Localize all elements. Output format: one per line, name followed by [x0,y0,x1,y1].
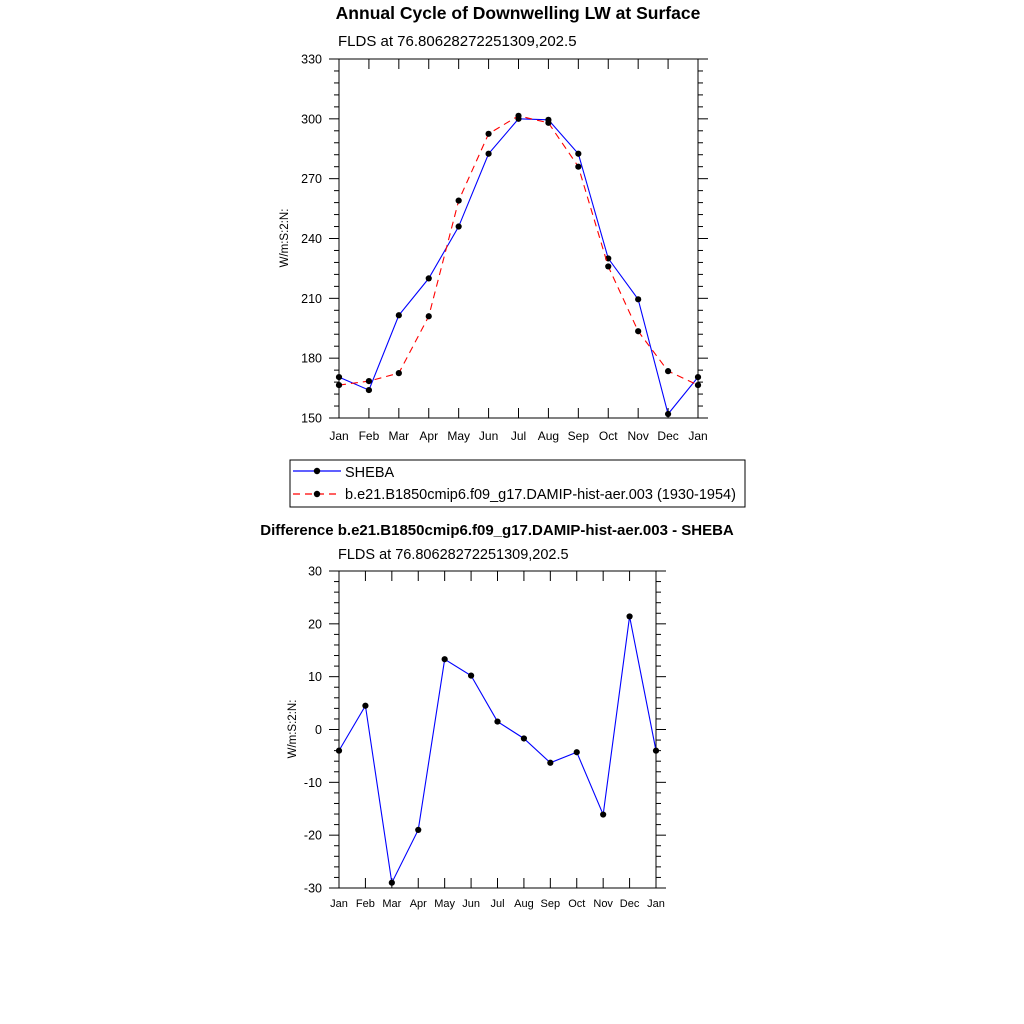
data-point [415,827,421,833]
x-tick-label: Jan [330,898,348,910]
legend-marker-sheba [314,468,320,474]
chart-subtitle: FLDS at 76.80628272251309,202.5 [338,547,569,563]
data-point [336,374,342,380]
x-tick-label: Apr [409,898,427,910]
difference-chart [287,547,666,910]
x-tick-label: Dec [657,429,679,443]
series-line-1 [339,116,698,385]
data-point [426,275,432,281]
data-point [600,811,606,817]
x-tick-label: Feb [358,429,380,443]
data-point [695,382,701,388]
axis-ticks [304,565,666,911]
difference-title: Difference b.e21.B1850cmip6.f09_g17.DAMIP-hist-aer.003 - SHEBA [260,522,734,539]
data-point [545,120,551,126]
x-tick-label: Dec [619,898,640,910]
x-tick-label: Oct [568,898,586,910]
data-point [366,387,372,393]
data-point [575,151,581,157]
x-tick-label: Sep [540,898,561,910]
data-point [366,378,372,384]
y-axis-label: W/m:S:2:N: [287,699,299,759]
data-point [515,113,521,119]
data-point [665,368,671,374]
data-point [442,656,448,662]
x-tick-label: Feb [355,898,375,910]
plot-frame [339,571,656,888]
data-point [362,703,368,709]
data-point [396,312,402,318]
data-point [494,718,500,724]
y-tick-label: -20 [303,828,322,843]
y-axis-label: W/m:S:2:N: [279,208,291,268]
data-point [389,880,395,886]
x-tick-label: Aug [514,898,534,910]
data-point [426,313,432,319]
x-tick-label: Sep [567,429,590,443]
data-point [695,374,701,380]
x-tick-label: Aug [537,429,560,443]
data-point [396,370,402,376]
chart-subtitle: FLDS at 76.80628272251309,202.5 [338,33,577,50]
y-tick-label: 300 [301,112,322,127]
x-tick-label: May [447,429,471,443]
y-tick-label: 180 [301,351,322,366]
x-tick-label: Jun [462,898,480,910]
y-tick-label: 10 [308,670,322,685]
x-tick-label: Jun [478,429,499,443]
data-point [468,673,474,679]
x-tick-label: Jan [688,429,708,443]
y-tick-label: 150 [301,411,322,426]
x-tick-label: Jan [647,898,665,910]
data-point [635,328,641,334]
data-point [653,748,659,754]
legend-label-model: b.e21.B1850cmip6.f09_g17.DAMIP-hist-aer.003 (1930-1954) [345,487,736,503]
y-tick-label: 20 [308,617,322,632]
series-line-0 [339,119,698,414]
data-point [521,735,527,741]
y-tick-label: 270 [301,172,322,187]
data-point [547,760,553,766]
y-tick-label: -30 [303,881,322,896]
data-point [665,411,671,417]
y-tick-label: 30 [308,564,322,579]
legend [290,460,745,507]
y-tick-label: 0 [315,723,322,737]
axis-ticks [301,53,708,444]
x-tick-label: Apr [419,429,439,443]
x-tick-label: Jul [490,898,505,910]
data-point [485,131,491,137]
x-tick-label: May [434,898,456,910]
legend-marker-model [314,491,320,497]
x-tick-label: Jan [329,429,349,443]
x-tick-label: Oct [598,429,618,443]
data-point [635,296,641,302]
data-point [605,263,611,269]
data-point [336,748,342,754]
y-tick-label: 330 [301,52,322,67]
x-tick-label: Mar [388,429,410,443]
data-point [336,382,342,388]
data-point [456,223,462,229]
series-layer [336,113,701,417]
data-point [485,151,491,157]
data-point [456,198,462,204]
y-tick-label: 240 [301,232,322,246]
data-point [574,749,580,755]
y-tick-label: -10 [303,775,322,790]
y-tick-label: 210 [301,291,322,306]
x-tick-label: Mar [382,898,402,910]
legend-label-sheba: SHEBA [345,465,395,481]
series-line-0 [339,616,656,882]
x-tick-label: Nov [593,898,613,910]
chart-title: Annual Cycle of Downwelling LW at Surface [335,3,701,23]
data-point [626,613,632,619]
annual-cycle-chart [279,33,708,443]
x-tick-label: Jul [510,429,527,443]
series-layer [336,613,659,885]
x-tick-label: Nov [627,429,649,443]
data-point [575,164,581,170]
